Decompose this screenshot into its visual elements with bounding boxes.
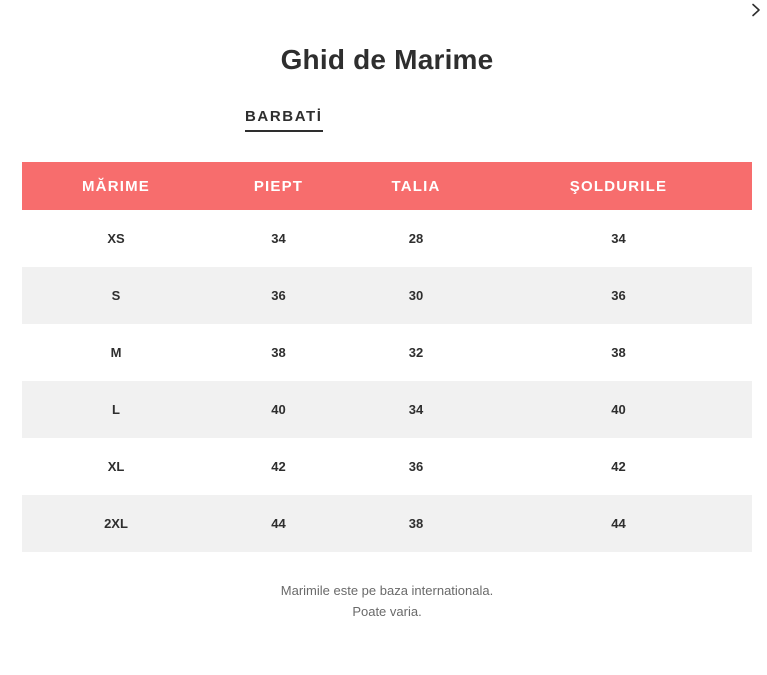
size-note-line-2: Poate varia. [352,604,422,619]
table-row [22,438,752,495]
table-row [22,267,752,324]
cell-size: L [22,381,210,438]
cell-hips: 40 [485,381,752,438]
cell-hips: 42 [611,459,626,474]
cell-waist: 34 [347,381,485,438]
size-note-line-1: Marimile este pe baza internationala. [280,583,494,598]
modal-title: Ghid de Marime [280,44,494,75]
cell-chest: 42 [271,459,286,474]
cell-waist: 32 [408,345,424,360]
cell-waist: 36 [408,459,424,474]
table-row [22,324,752,381]
cell-size: XS [107,231,125,246]
table-row [22,381,752,438]
column-header-chest: PIEPT [210,162,347,210]
chevron-right-icon [751,3,761,17]
table-header-row [22,162,752,210]
size-note [0,580,767,622]
table-row [22,210,752,267]
cell-size: M [110,345,122,360]
cell-hips: 34 [611,231,626,246]
cell-hips: 44 [485,495,752,552]
cell-chest: 36 [210,267,347,324]
cell-hips: 36 [485,267,752,324]
cell-waist: 30 [347,267,485,324]
column-header-size: MĂRIME [22,162,210,210]
cell-size: 2XL [22,495,210,552]
cell-waist: 28 [408,231,424,246]
cell-chest: 40 [210,381,347,438]
close-button[interactable] [745,0,767,20]
table-row [22,495,752,552]
cell-chest: 34 [271,231,286,246]
cell-chest: 44 [210,495,347,552]
cell-hips: 38 [611,345,626,360]
cell-size: S [22,267,210,324]
column-header-hips: ŞOLDURILE [485,162,752,210]
cell-chest: 38 [271,345,286,360]
tab-barbati[interactable]: BARBATİ [245,108,323,132]
size-table [22,162,752,552]
cell-waist: 38 [347,495,485,552]
cell-size: XL [107,459,125,474]
column-header-waist: TALIA [347,162,485,210]
